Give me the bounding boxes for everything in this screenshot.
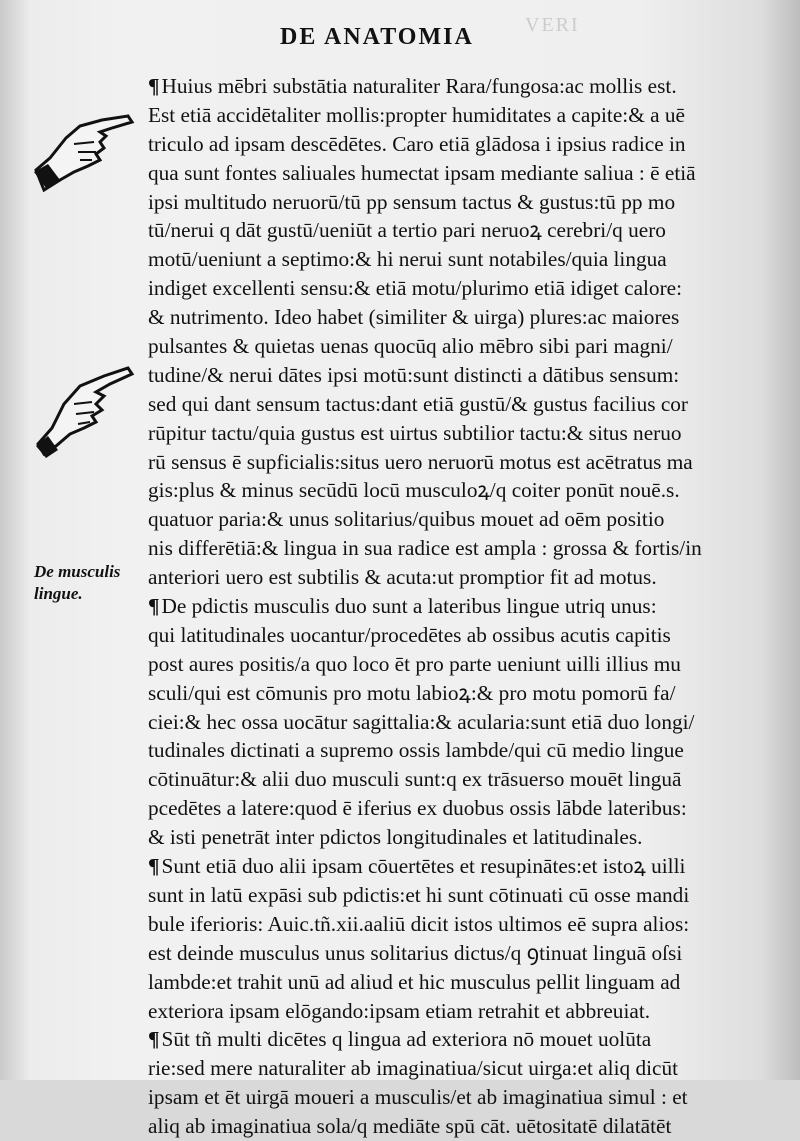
line-text: anteriori uero est subtilis & acuta:ut promptior fit ad motus. (148, 565, 657, 590)
text-line (148, 650, 768, 679)
text-line (148, 765, 768, 794)
text-line (148, 968, 768, 997)
text-line (148, 679, 768, 708)
text-line (148, 881, 768, 910)
text-line (148, 563, 768, 592)
marginal-note (34, 561, 120, 605)
line-text: ipsi multitudo neruorū/tū pp sensum tactus & gustus:tū pp mo (148, 189, 676, 214)
line-text: sunt in latū expāsi sub pdictis:et hi sunt cōtinuati cū osse mandi (148, 882, 690, 907)
line-text: ipsam et ēt uirgā moueri a musculis/et ab imaginatiua simul : et (148, 1085, 688, 1110)
pilcrow-icon: ¶ (148, 854, 160, 879)
line-text: motū/ueniunt a septimo:& hi nerui sunt notabiles/quia lingua (148, 247, 667, 272)
text-line (148, 1083, 768, 1112)
pointing-hand-icon (30, 108, 135, 193)
text-line (148, 823, 768, 852)
text-line (148, 997, 768, 1026)
text-line (148, 476, 768, 505)
text-line (148, 910, 768, 939)
line-text: cōtinuātur:& alii duo musculi sunt:q ex trāsuerso mouēt linguā (148, 767, 682, 792)
line-text: pulsantes & quietas uenas quocūq alio mēbro sibi pari magni/ (148, 334, 673, 359)
line-text: nis differētiā:& lingua in sua radice est ampla : grossa & fortis/in (148, 536, 702, 561)
line-text: exteriora ipsam elōgando:ipsam etiam retrahit et abbreuiat. (148, 998, 651, 1023)
bleed-through-text: VERI (525, 14, 580, 36)
text-line (148, 736, 768, 765)
marginal-note-line: lingue. (34, 584, 83, 603)
pilcrow-icon: ¶ (148, 74, 160, 98)
text-line (148, 1025, 768, 1054)
text-line (148, 245, 768, 274)
text-line (148, 274, 768, 303)
marginal-note-line: De musculis (34, 562, 121, 581)
text-line (148, 101, 768, 130)
line-text: Sūt tñ multi dicētes q lingua ad exteriora nō mouet uolūta (161, 1027, 652, 1052)
line-text: & isti penetrāt inter pdictos longitudinales et latitudinales. (148, 825, 643, 850)
line-text: triculo ad ipsam descēdētes. Caro etiā glādosa i ipsius radice in (148, 131, 686, 156)
text-line (148, 534, 768, 563)
line-text: sed qui dant sensum tactus:dant etiā gustū/& gustus facilius cor (148, 391, 689, 416)
text-line (148, 852, 768, 881)
text-line (148, 621, 768, 650)
text-line (148, 159, 768, 188)
text-line (148, 505, 768, 534)
line-text: post aures positis/a quo loco ēt pro parte ueniunt uilli illius mu (148, 651, 681, 676)
line-text: indiget excellenti sensu:& etiā motu/plurimo etiā idiget calore: (148, 276, 683, 301)
text-line (148, 419, 768, 448)
line-text: tudine/& nerui dātes ipsi motū:sunt distincti a dātibus sensum: (148, 362, 680, 387)
line-text: tū/nerui q dāt gustū/ueniūt a tertio pari neruoꝝ cerebri/q uero (148, 218, 666, 243)
line-text: gis:plus & minus secūdū locū musculoꝝ/q coiter ponūt nouē.s. (148, 478, 680, 503)
text-line (148, 939, 768, 968)
pilcrow-icon: ¶ (148, 594, 160, 619)
line-text: rū sensus ē supficialis:situs uero neruorū motus est acētratus ma (148, 449, 693, 474)
line-text: qua sunt fontes saliuales humectat ipsam mediante saliua : ē etiā (148, 160, 696, 185)
line-text: ciei:& hec ossa uocātur sagittalia:& acularia:sunt etiā duo longi/ (148, 709, 695, 734)
body-text (148, 72, 768, 1141)
text-line (148, 592, 768, 621)
line-text: Est etiā accidētaliter mollis:propter humiditates a capite:& a uē (148, 102, 685, 127)
text-line (148, 188, 768, 217)
running-head: DE ANATOMIA (280, 24, 474, 50)
text-line (148, 390, 768, 419)
line-text: est deinde musculus unus solitarius dictus/q ꝯtinuat linguā oſsi (148, 940, 683, 965)
line-text: qui latitudinales uocantur/procedētes ab ossibus acutis capitis (148, 622, 671, 647)
pointing-hand-icon (30, 364, 135, 459)
line-text: bule iferioris: Auic.tñ.xii.aaliū dicit istos ultimos eē supra alios: (148, 911, 690, 936)
line-text: tudinales dictinati a supremo ossis lambde/qui cū medio lingue (148, 738, 684, 763)
line-text: rie:sed mere naturaliter ab imaginatiua/sicut uirga:et aliq dicūt (148, 1056, 679, 1081)
line-text: & nutrimento. Ideo habet (similiter & uirga) plures:ac maiores (148, 305, 680, 330)
text-line (148, 130, 768, 159)
line-text: quatuor paria:& unus solitarius/quibus mouet ad oēm positio (148, 507, 665, 532)
line-text: aliq ab imaginatiua sola/q mediāte spū cāt. uētositatē dilatātēt (148, 1114, 672, 1139)
text-line (148, 361, 768, 390)
text-line (148, 708, 768, 737)
line-text: Huius mēbri substātia naturaliter Rara/fungosa:ac mollis est. (161, 74, 677, 98)
line-text: lambde:et trahit unū ad aliud et hic musculus pellit linguam ad (148, 969, 681, 994)
text-line (148, 216, 768, 245)
text-line (148, 303, 768, 332)
line-text: Sunt etiā duo alii ipsam cōuertētes et resupinātes:et istoꝝ uilli (161, 854, 686, 879)
text-line (148, 72, 768, 101)
line-text: sculi/qui est cōmunis pro motu labioꝝ:& pro motu pomorū fa/ (148, 680, 676, 705)
text-line (148, 1112, 768, 1141)
text-line (148, 448, 768, 477)
text-line (148, 794, 768, 823)
line-text: pcedētes a latere:quod ē iferius ex duobus ossis lābde lateribus: (148, 796, 687, 821)
line-text: rūpitur tactu/quia gustus est uirtus subtilior tactu:& situs neruo (148, 420, 682, 445)
pilcrow-icon: ¶ (148, 1027, 160, 1052)
line-text: De pdictis musculis duo sunt a lateribus lingue utriq unus: (161, 594, 657, 619)
text-line (148, 1054, 768, 1083)
text-line (148, 332, 768, 361)
